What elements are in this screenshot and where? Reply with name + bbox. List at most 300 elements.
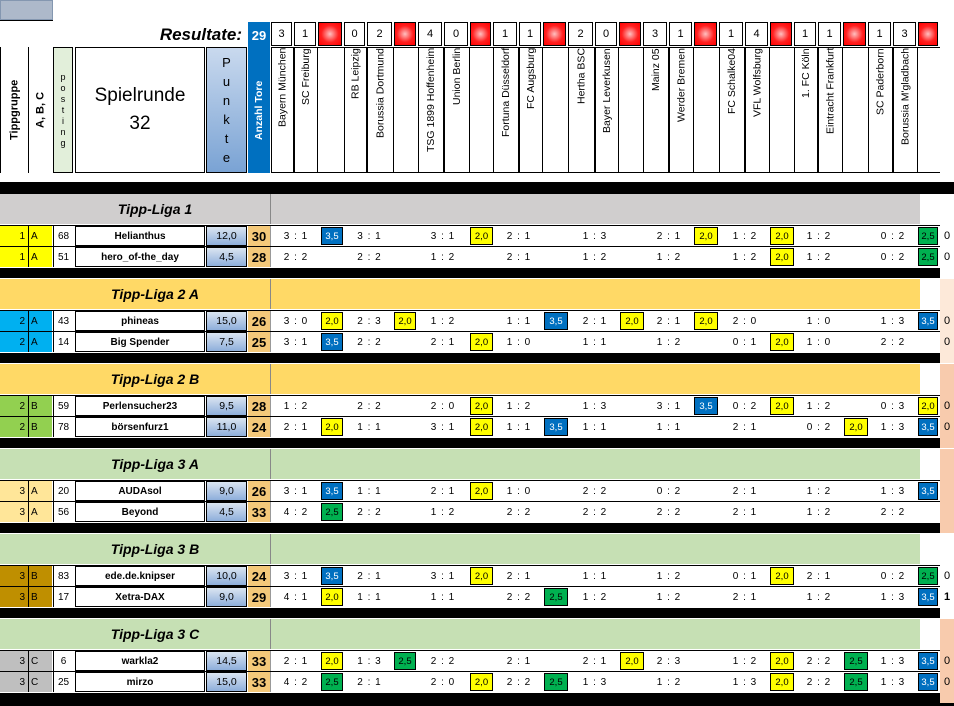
team-name: Fortuna Düsseldorf (493, 47, 519, 173)
result-goal: 0 (595, 22, 617, 46)
tip-score: 2 : 1 (283, 421, 309, 433)
tore-cell: 33 (248, 651, 270, 671)
grid-line (0, 20, 53, 21)
tip-points (694, 503, 718, 521)
tip-score: 1 : 3 (880, 591, 906, 603)
tip-score: 2 : 0 (430, 676, 456, 688)
separator-band (0, 438, 940, 448)
tip-score: 2 : 1 (357, 570, 382, 582)
tore-cell: 28 (248, 247, 270, 267)
tip-score: 2 : 1 (732, 591, 758, 603)
league-title: Tipp-Liga 2 B (110, 371, 200, 387)
tip-points (770, 503, 794, 521)
punkte-letter: n (222, 93, 231, 108)
tip-points: 3,5 (321, 227, 343, 245)
tip-points: 2,0 (770, 397, 794, 415)
tip-score: 2 : 1 (506, 570, 532, 582)
tip-score: 1 : 1 (582, 570, 608, 582)
tore-cell: 30 (248, 226, 270, 246)
tip-points (844, 312, 868, 330)
tip-score: 2 : 2 (357, 400, 382, 412)
posting-cell: 20 (53, 481, 73, 501)
tip-score: 2 : 1 (806, 570, 832, 582)
tip-score: 2 : 1 (357, 676, 382, 688)
tip-points (544, 567, 568, 585)
extra-count: 0 (943, 251, 951, 263)
result-goal: 1 (794, 22, 816, 46)
header-spacer (318, 47, 344, 173)
team-name: FC Schalke04 (719, 47, 745, 173)
tip-score: 1 : 2 (806, 506, 832, 518)
anzahl-tore-value: 29 (248, 22, 270, 48)
tip-points (844, 567, 868, 585)
abc-cell: A (28, 332, 52, 352)
tip-points (694, 652, 718, 670)
grid-line (270, 417, 271, 437)
grid-line (270, 651, 271, 671)
corner-cell (0, 0, 53, 20)
posting-letter: o (60, 82, 66, 93)
tip-score: 3 : 1 (656, 400, 682, 412)
tip-points: 3,5 (918, 312, 938, 330)
abc-cell: A (28, 247, 52, 267)
grid-line (270, 534, 271, 564)
tip-points: 2,0 (470, 227, 493, 245)
team-name: Mainz 05 (643, 47, 669, 173)
tip-score: 1 : 3 (582, 676, 608, 688)
tip-score: 0 : 2 (732, 400, 758, 412)
tip-score: 2 : 2 (357, 251, 382, 263)
tip-points: 2,0 (321, 652, 343, 670)
tip-score: 3 : 1 (430, 421, 456, 433)
result-goal: 1 (493, 22, 517, 46)
tip-score: 1 : 3 (732, 676, 758, 688)
tip-score: 2 : 2 (582, 485, 608, 497)
tip-points (918, 503, 938, 521)
posting-cell: 83 (53, 566, 73, 586)
tip-score: 1 : 0 (506, 485, 532, 497)
extra-count: 0 (943, 676, 951, 688)
red-marker-icon (543, 22, 566, 46)
tip-score: 0 : 3 (880, 400, 906, 412)
punkte-cell: 4,5 (206, 247, 247, 267)
tip-points (394, 418, 416, 436)
extra-count: 0 (943, 570, 951, 582)
tip-points (544, 248, 568, 266)
tip-points: 2,0 (321, 418, 343, 436)
tip-points: 3,5 (694, 397, 718, 415)
tip-points: 2,0 (770, 673, 794, 691)
tip-points (470, 312, 493, 330)
player-name: mirzo (75, 672, 205, 692)
tip-score: 1 : 2 (506, 400, 532, 412)
league-title: Tipp-Liga 3 C (110, 626, 200, 642)
tip-points (544, 503, 568, 521)
tippgruppe-cell: 2 (0, 417, 28, 437)
posting-letter: p (60, 71, 66, 82)
grid-line (270, 481, 271, 501)
tip-score: 0 : 1 (732, 570, 758, 582)
tippgruppe-cell: 3 (0, 587, 28, 607)
result-goal: 0 (344, 22, 365, 46)
tip-points: 2,0 (770, 248, 794, 266)
result-goal: 1 (868, 22, 891, 46)
extra-count: 0 (943, 400, 951, 412)
tip-points (620, 248, 644, 266)
tip-score: 1 : 3 (880, 315, 906, 327)
tore-cell: 28 (248, 396, 270, 416)
tip-points: 2,0 (694, 312, 718, 330)
tip-score: 2 : 1 (732, 506, 758, 518)
spacer (920, 279, 940, 309)
tip-score: 2 : 1 (656, 230, 682, 242)
punkte-letter: k (223, 112, 230, 127)
team-name: TSG 1899 Hoffenheim (418, 47, 444, 173)
posting-letter: n (60, 126, 66, 137)
tip-score: 3 : 1 (283, 230, 309, 242)
separator-band (0, 268, 940, 278)
tip-score: 3 : 1 (430, 230, 456, 242)
tip-points (620, 567, 644, 585)
tip-score: 1 : 2 (656, 336, 682, 348)
tip-score: 1 : 3 (582, 400, 608, 412)
tip-score: 1 : 1 (357, 485, 382, 497)
tip-score: 2 : 2 (430, 655, 456, 667)
player-name: Big Spender (75, 332, 205, 352)
posting-cell: 25 (53, 672, 73, 692)
spacer (920, 534, 940, 564)
tip-points (620, 588, 644, 606)
tip-score: 1 : 1 (357, 421, 382, 433)
abc-label: A, B, C (28, 47, 52, 173)
grid-line (270, 279, 271, 309)
anzahl-tore-label: Anzahl Tore (248, 47, 270, 173)
tip-score: 0 : 2 (880, 570, 906, 582)
tip-points: 2,0 (470, 397, 493, 415)
result-goal: 3 (893, 22, 916, 46)
tip-points (844, 227, 868, 245)
tore-cell: 26 (248, 311, 270, 331)
abc-cell: A (28, 311, 52, 331)
tip-points: 3,5 (544, 418, 568, 436)
grid-line (270, 502, 271, 522)
team-name: Eintracht Frankfurt (818, 47, 843, 173)
grid-line (270, 566, 271, 586)
tip-points: 2,5 (918, 248, 938, 266)
tip-score: 2 : 2 (506, 676, 532, 688)
tip-score: 2 : 1 (506, 655, 532, 667)
extra-count: 0 (943, 655, 951, 667)
tippgruppe-cell: 3 (0, 651, 28, 671)
tip-score: 2 : 2 (506, 591, 532, 603)
tippgruppe-cell: 2 (0, 396, 28, 416)
tip-points (770, 312, 794, 330)
result-goal: 1 (818, 22, 841, 46)
spacer (920, 194, 940, 224)
abc-cell: A (28, 502, 52, 522)
tip-score: 1 : 2 (656, 251, 682, 263)
punkte-letter: t (224, 131, 229, 146)
tip-score: 1 : 1 (357, 591, 382, 603)
tip-score: 2 : 1 (283, 655, 309, 667)
tip-score: 4 : 2 (283, 506, 309, 518)
tip-score: 2 : 2 (656, 506, 682, 518)
red-marker-icon (843, 22, 866, 46)
tippgruppe-cell: 1 (0, 247, 28, 267)
punkte-cell: 11,0 (206, 417, 247, 437)
tip-score: 1 : 2 (582, 251, 608, 263)
tip-points (394, 397, 416, 415)
tip-points (394, 588, 416, 606)
tip-score: 2 : 1 (506, 251, 532, 263)
header-gap (0, 173, 954, 178)
punkte-cell: 9,0 (206, 481, 247, 501)
tip-score: 1 : 3 (880, 421, 906, 433)
tip-points (470, 248, 493, 266)
tip-points (694, 588, 718, 606)
spacer (920, 449, 940, 479)
team-name: Bayer Leverkusen (595, 47, 619, 173)
tip-points: 2,0 (694, 227, 718, 245)
result-goal: 2 (568, 22, 593, 46)
tip-points (321, 248, 343, 266)
tip-points (694, 248, 718, 266)
red-marker-icon (694, 22, 717, 46)
tip-points (694, 567, 718, 585)
tip-points (544, 227, 568, 245)
tip-points: 3,5 (918, 652, 938, 670)
tip-points: 2,0 (394, 312, 416, 330)
tip-score: 1 : 1 (582, 336, 608, 348)
tip-score: 1 : 3 (357, 655, 382, 667)
tip-points: 2,5 (918, 227, 938, 245)
resultate-label: Resultate: (159, 25, 242, 44)
player-name: AUDAsol (75, 481, 205, 501)
tippgruppe-cell: 2 (0, 311, 28, 331)
tip-score: 2 : 2 (806, 655, 832, 667)
header-spacer (694, 47, 719, 173)
league-title: Tipp-Liga 3 A (111, 456, 199, 472)
punkte-letter: P (222, 55, 231, 70)
header-spacer (843, 47, 868, 173)
tip-score: 2 : 1 (430, 336, 456, 348)
header-spacer (543, 47, 568, 173)
tip-points (620, 418, 644, 436)
tip-score: 2 : 2 (357, 506, 382, 518)
header-spacer (394, 47, 418, 173)
tip-points (620, 503, 644, 521)
tip-points: 2,0 (470, 567, 493, 585)
tip-points: 3,5 (918, 418, 938, 436)
spielrunde-box (75, 47, 205, 173)
punkte-cell: 15,0 (206, 311, 247, 331)
extra-count: 1 (943, 591, 951, 603)
tip-points (394, 248, 416, 266)
tip-score: 1 : 1 (656, 421, 682, 433)
tip-score: 2 : 1 (732, 421, 758, 433)
posting-cell: 17 (53, 587, 73, 607)
league-title: Tipp-Liga 3 B (110, 541, 200, 557)
tip-score: 2 : 2 (880, 336, 906, 348)
team-name: Borussia Dortmund (367, 47, 394, 173)
tip-points (694, 333, 718, 351)
tip-points: 2,0 (770, 227, 794, 245)
tore-cell: 25 (248, 332, 270, 352)
tip-points: 2,0 (470, 673, 493, 691)
tore-cell: 33 (248, 672, 270, 692)
tip-points: 2,5 (394, 652, 416, 670)
abc-cell: B (28, 566, 52, 586)
tip-points: 2,0 (918, 397, 938, 415)
extra-count (940, 481, 954, 501)
tip-score: 2 : 1 (506, 230, 532, 242)
tip-points (770, 418, 794, 436)
result-goal: 4 (745, 22, 768, 46)
tip-points: 2,0 (321, 588, 343, 606)
tip-score: 1 : 1 (506, 421, 532, 433)
player-name: Xetra-DAX (75, 587, 205, 607)
tip-points (470, 503, 493, 521)
tip-score: 1 : 2 (806, 230, 832, 242)
punkte-cell: 4,5 (206, 502, 247, 522)
tip-score: 1 : 2 (806, 485, 832, 497)
tip-points (844, 397, 868, 415)
player-name: phineas (75, 311, 205, 331)
punkte-cell: 14,5 (206, 651, 247, 671)
tip-points (694, 418, 718, 436)
tip-score: 1 : 2 (732, 251, 758, 263)
tip-points (394, 227, 416, 245)
header-spacer (619, 47, 643, 173)
grid-line (270, 226, 271, 246)
tip-points: 2,5 (844, 673, 868, 691)
tip-score: 1 : 2 (430, 506, 456, 518)
player-name: Helianthus (75, 226, 205, 246)
punkte-cell: 9,5 (206, 396, 247, 416)
team-name: Bayern München (271, 47, 294, 173)
punkte-cell: 12,0 (206, 226, 247, 246)
tip-score: 3 : 1 (283, 485, 309, 497)
tippgruppe-cell: 3 (0, 566, 28, 586)
tip-score: 1 : 2 (732, 230, 758, 242)
tip-points: 2,5 (321, 503, 343, 521)
tip-points: 2,5 (321, 673, 343, 691)
league-title: Tipp-Liga 1 (117, 201, 193, 217)
tip-points: 3,5 (321, 333, 343, 351)
posting-cell: 78 (53, 417, 73, 437)
tip-score: 3 : 0 (283, 315, 309, 327)
team-name: Borussia M'gladbach (893, 47, 918, 173)
result-goal: 3 (271, 22, 292, 46)
tip-score: 2 : 1 (430, 485, 456, 497)
red-marker-icon (770, 22, 792, 46)
tip-score: 2 : 2 (357, 336, 382, 348)
punkte-cell: 10,0 (206, 566, 247, 586)
tip-points: 2,5 (544, 588, 568, 606)
grid-line (270, 672, 271, 692)
grid-line (270, 364, 271, 394)
tip-points: 3,5 (321, 482, 343, 500)
tip-points: 2,0 (620, 652, 644, 670)
player-name: Perlensucher23 (75, 396, 205, 416)
punkte-letter: e (222, 150, 231, 165)
tip-score: 1 : 1 (582, 421, 608, 433)
tip-points (394, 333, 416, 351)
extra-count: 0 (943, 230, 951, 242)
tip-score: 2 : 2 (283, 251, 309, 263)
posting-cell: 43 (53, 311, 73, 331)
separator-band (0, 523, 940, 533)
tip-score: 1 : 3 (582, 230, 608, 242)
punkte-cell: 7,5 (206, 332, 247, 352)
posting-cell: 59 (53, 396, 73, 416)
tip-points: 3,5 (918, 673, 938, 691)
posting-cell: 51 (53, 247, 73, 267)
red-marker-icon (619, 22, 641, 46)
tip-points (620, 482, 644, 500)
tip-score: 1 : 3 (880, 655, 906, 667)
grid-line (270, 311, 271, 331)
tip-points: 2,0 (770, 333, 794, 351)
tippgruppe-cell: 3 (0, 672, 28, 692)
tip-score: 2 : 1 (582, 315, 608, 327)
result-goal: 1 (669, 22, 692, 46)
separator-band (0, 353, 940, 363)
tip-points (394, 503, 416, 521)
tip-score: 1 : 0 (506, 336, 532, 348)
tip-score: 2 : 0 (430, 400, 456, 412)
tip-points: 3,5 (918, 482, 938, 500)
tip-score: 3 : 1 (430, 570, 456, 582)
player-name: ede.de.knipser (75, 566, 205, 586)
tip-score: 2 : 3 (656, 655, 682, 667)
tip-score: 1 : 2 (656, 570, 682, 582)
tip-score: 2 : 3 (357, 315, 382, 327)
tippgruppe-cell: 3 (0, 502, 28, 522)
tip-score: 1 : 3 (880, 485, 906, 497)
tip-points (470, 652, 493, 670)
grid-line (270, 247, 271, 267)
spacer (920, 619, 940, 649)
tip-score: 1 : 2 (806, 251, 832, 263)
tip-points: 2,0 (620, 312, 644, 330)
tip-points: 3,5 (918, 588, 938, 606)
tip-points (620, 227, 644, 245)
tip-score: 1 : 2 (732, 655, 758, 667)
punkte-letter: u (222, 74, 231, 89)
team-name: SC Paderborn (868, 47, 893, 173)
abc-cell: B (28, 396, 52, 416)
tip-points (844, 482, 868, 500)
posting-cell: 14 (53, 332, 73, 352)
tip-points (544, 397, 568, 415)
tip-points (544, 652, 568, 670)
tip-score: 4 : 2 (283, 676, 309, 688)
tip-score: 1 : 0 (806, 336, 832, 348)
abc-cell: C (28, 672, 52, 692)
tip-points: 2,5 (918, 567, 938, 585)
grid-line (270, 619, 271, 649)
grid-line (270, 194, 271, 224)
tip-points: 2,0 (321, 312, 343, 330)
player-name: hero_of-the_day (75, 247, 205, 267)
tip-score: 1 : 2 (656, 676, 682, 688)
player-name: warkla2 (75, 651, 205, 671)
tip-points: 2,0 (770, 567, 794, 585)
grid-line (270, 449, 271, 479)
result-goal: 1 (519, 22, 541, 46)
tip-score: 1 : 1 (506, 315, 532, 327)
